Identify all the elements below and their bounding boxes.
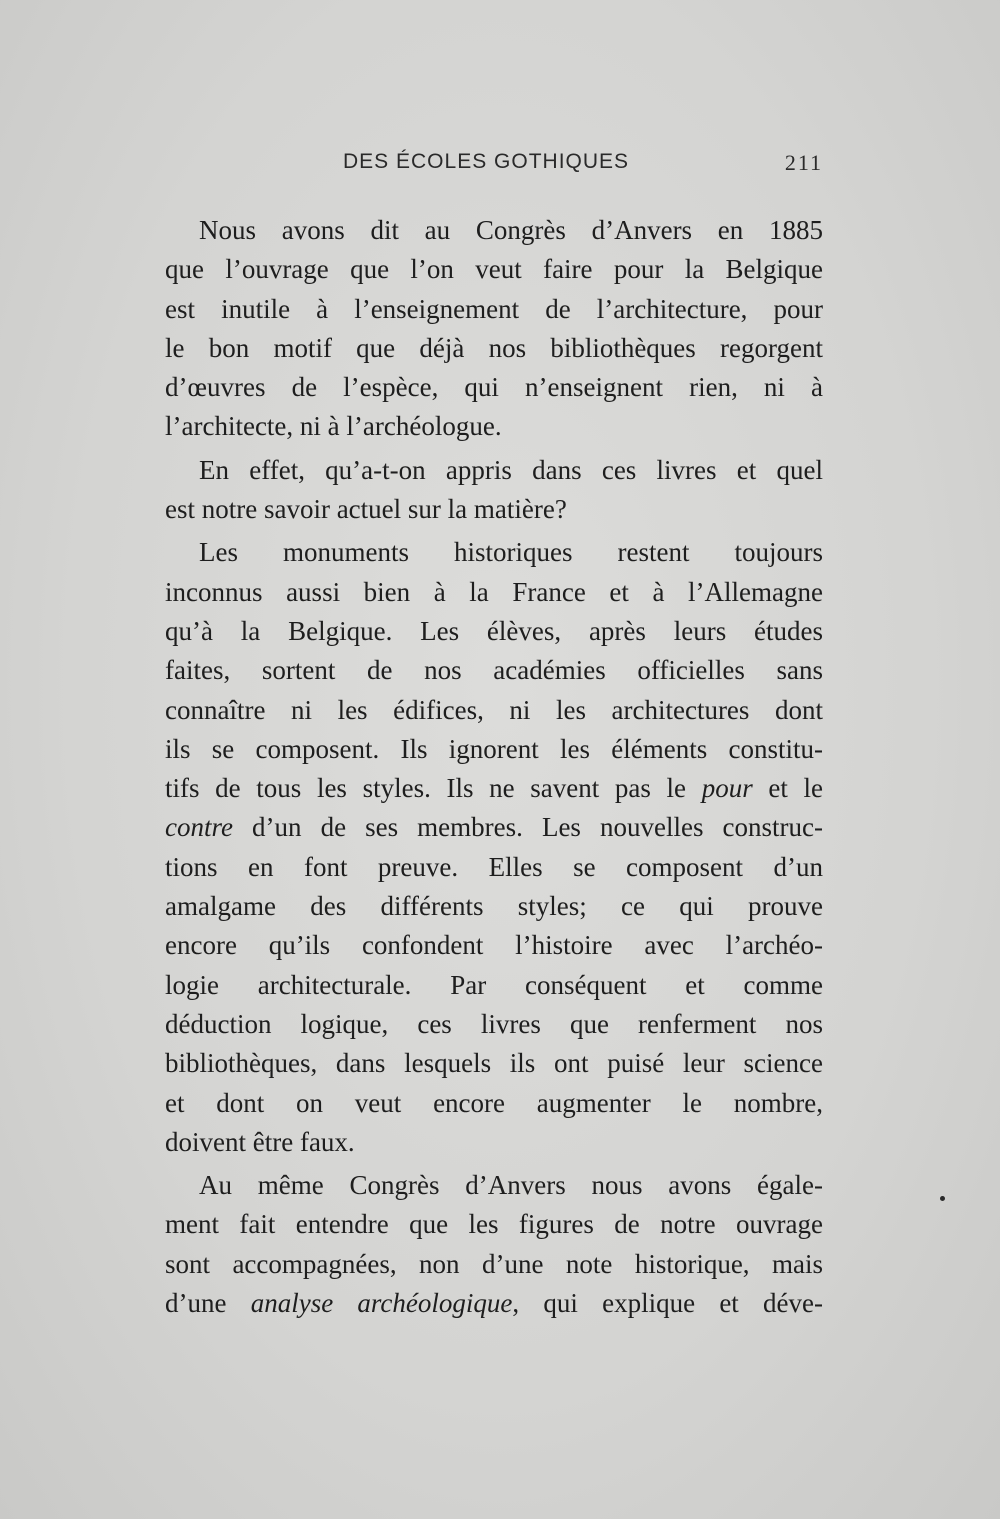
text-line: le bon motif que déjà nos bibliothèques regorgent: [165, 332, 823, 363]
text-line: Au même Congrès d’Anvers nous avons égale-: [199, 1170, 823, 1201]
text-line: d’une analyse archéologique, qui explique et déve-: [165, 1288, 823, 1319]
text-line: contre d’un de ses membres. Les nouvelles construc-: [165, 812, 823, 843]
text-line: ment fait entendre que les figures de notre ouvrage: [165, 1209, 823, 1240]
text-line: bibliothèques, dans lesquels ils ont puisé leur science: [165, 1048, 823, 1079]
text-line: Nous avons dit au Congrès d’Anvers en 1885: [199, 215, 823, 245]
text-line: logie architecturale. Par conséquent et comme: [165, 969, 823, 1000]
page-number: 211: [784, 150, 823, 175]
text-line: ils se composent. Ils ignorent les éléments constitu-: [165, 733, 823, 764]
text-line: est inutile à l’enseignement de l’architecture, pour: [165, 293, 823, 324]
text-line: qu’à la Belgique. Les élèves, après leurs études: [165, 615, 823, 646]
paragraph: [165, 451, 823, 530]
text-line: est notre savoir actuel sur la matière?: [165, 494, 567, 525]
text-line: et dont on veut encore augmenter le nombre,: [165, 1087, 823, 1118]
text-line: l’architecte, ni à l’archéologue.: [165, 411, 502, 442]
text-line: connaître ni les édifices, ni les architectures dont: [165, 694, 823, 725]
text-line: d’œuvres de l’espèce, qui n’enseignent rien, ni à: [165, 372, 823, 403]
running-title: DES ÉCOLES GOTHIQUES: [343, 150, 630, 173]
text-line: En effet, qu’a-t-on appris dans ces livres et quel: [199, 454, 823, 485]
text-line: tions en font preuve. Elles se composent d’un: [165, 851, 823, 882]
text-line: inconnus aussi bien à la France et à l’Allemagne: [165, 576, 823, 607]
text-line: faites, sortent de nos académies officielles sans: [165, 655, 823, 686]
text-line: encore qu’ils confondent l’histoire avec l’archéo-: [165, 930, 823, 961]
italic-term: pour: [701, 773, 753, 804]
body-text: [165, 211, 823, 1327]
text-line: que l’ouvrage que l’on veut faire pour la Belgique: [165, 254, 823, 285]
italic-term: analyse archéologique: [250, 1288, 513, 1319]
paragraph: [165, 211, 823, 447]
text-line: doivent être faux.: [165, 1126, 355, 1157]
text-line: tifs de tous les styles. Ils ne savent pas le pour et le: [165, 773, 823, 804]
paragraph: [165, 1166, 823, 1323]
text-line: sont accompagnées, non d’une note historique, mais: [165, 1248, 823, 1279]
running-head: [165, 150, 823, 180]
ink-speck: [940, 1196, 945, 1201]
text-line: déduction logique, ces livres que renferment nos: [165, 1008, 823, 1039]
paragraph: [165, 533, 823, 1162]
text-line: Les monuments historiques restent toujours: [199, 537, 823, 568]
text-line: amalgame des différents styles; ce qui prouve: [165, 891, 823, 922]
italic-term: contre: [165, 812, 233, 843]
